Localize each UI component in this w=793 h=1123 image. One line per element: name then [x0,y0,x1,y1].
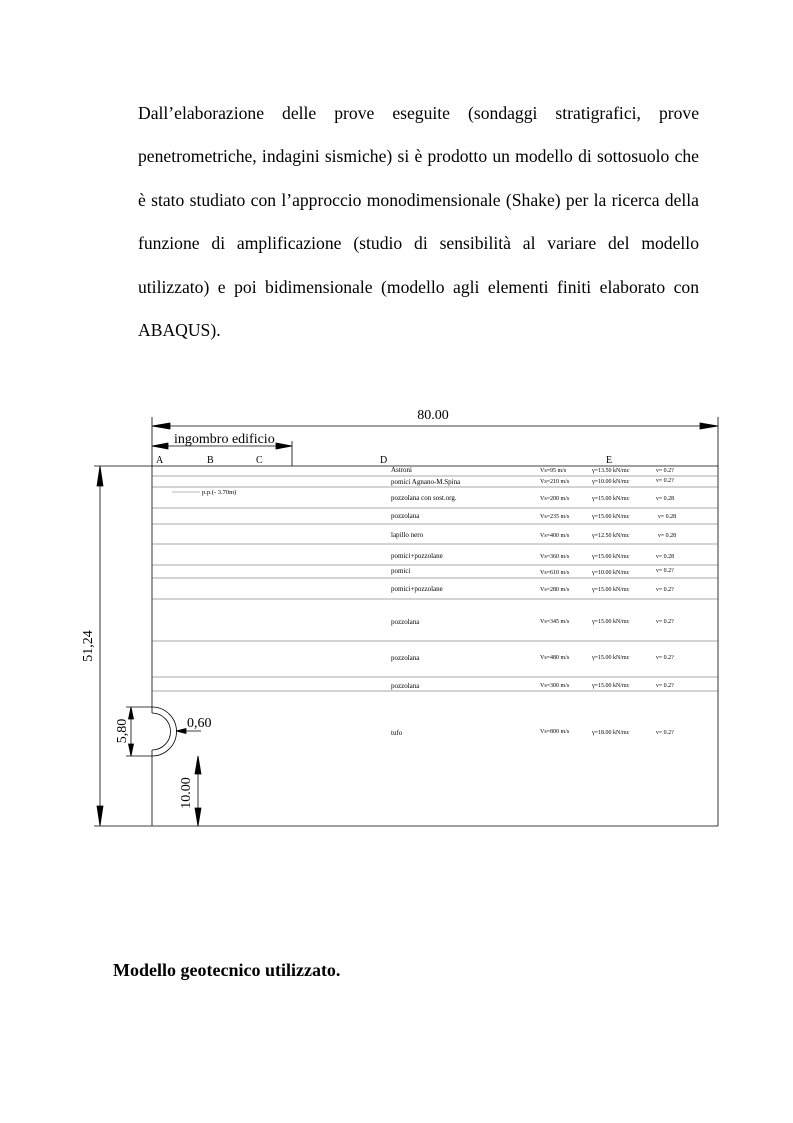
layer-row [391,552,674,560]
layer-name: pomici+pozzolane [391,552,443,560]
layer-vs: Vs=480 m/s [540,655,570,661]
layer-nu: ν= 0.2? [656,478,674,484]
layer-row [391,494,674,502]
layer-row [391,729,674,737]
building-label: ingombro edificio [174,432,275,447]
layer-vs: Vs=400 m/s [540,533,570,539]
column-label-e: E [606,455,613,466]
layer-name: Astroni [391,466,412,474]
layer-vs: Vs=300 m/s [540,683,570,689]
layer-name: pozzolana [391,682,420,690]
layer-nu: ν= 0.2? [656,468,674,474]
layer-name: tufo [391,729,403,737]
width-label: 80.00 [417,408,449,423]
layer-nu: ν= 0.2? [656,587,674,593]
cover-dimension [195,756,201,826]
layer-gamma: γ=15.00 kN/mc [592,514,630,520]
layer-vs: Vs=610 m/s [540,570,570,576]
layer-gamma: γ=12.50 kN/mc [592,533,630,539]
layer-gamma: γ=10.00 kN/mc [592,570,630,576]
layer-row [391,512,676,520]
layer-nu: ν= 0.28 [656,496,675,502]
layer-vs: Vs=200 m/s [540,496,570,502]
layer-gamma: γ=10.00 kN/mc [592,479,630,485]
height-label: 51,24 [81,630,96,662]
layer-gamma: γ=15.00 kN/mc [592,619,630,625]
layer-gamma: γ=15.00 kN/mc [592,655,630,661]
layer-nu: ν= 0.2? [656,655,674,661]
layer-vs: Vs=800 m/s [540,729,570,735]
column-label-b: B [207,455,214,466]
tunnel-height-label: 5,80 [115,718,130,744]
layer-name: pozzolana con sost.org. [391,494,457,502]
layer-row [391,682,674,690]
layer-row [391,585,674,593]
layer-row [391,567,674,576]
layer-vs: Vs=280 m/s [540,587,570,593]
layer-row [391,466,674,474]
layer-nu: ν= 0.2? [656,730,674,736]
layer-row [391,654,674,662]
column-label-c: C [256,455,263,466]
layer-vs: Vs=235 m/s [540,514,570,520]
column-label-a: A [156,455,164,466]
layer-name: pomici Agnano-M.Spina [391,478,461,486]
layer-gamma: γ=18.00 kN/mc [592,730,630,736]
layer-gamma: γ=15.00 kN/mc [592,587,630,593]
layer-nu: ν= 0.28 [656,554,675,560]
layer-nu: ν= 0.2? [656,683,674,689]
layer-gamma: γ=13.50 kN/mc [592,468,630,474]
layer-row [391,618,674,626]
layer-name: lapillo nero [391,531,424,539]
tunnel-thickness-label: 0,60 [187,716,212,731]
layer-name: pozzolana [391,654,420,662]
layer-name: pozzolana [391,512,420,520]
model-outline [152,466,718,826]
layer-row [391,531,676,539]
layer-nu: ν= 0.2? [656,568,674,574]
layer-nu: ν= 0.28 [658,514,677,520]
layer-gamma: γ=15.00 kN/mc [592,683,630,689]
layer-vs: Vs=95 m/s [540,468,567,474]
layer-vs: Vs=345 m/s [540,619,570,625]
figure-caption: Modello geotecnico utilizzato. [113,960,341,980]
column-label-d: D [380,455,388,466]
layer-name: pomici+pozzolane [391,585,443,593]
layer-boundaries [152,476,718,691]
layer-vs: Vs=210 m/s [540,479,570,485]
layer-row [391,478,674,486]
layer-nu: ν= 0.28 [658,533,677,539]
layer-vs: Vs=360 m/s [540,554,570,560]
tunnel-section [152,707,201,756]
layer-name: pozzolana [391,618,420,626]
layer-gamma: γ=15.00 kN/mc [592,554,630,560]
layer-nu: ν= 0.2? [656,619,674,625]
water-level-label: p.p.(- 3.70m) [202,489,237,496]
body-paragraph: Dall’elaborazione delle prove eseguite (sondaggi stratigrafici, prove penetrometriche, indagini sismiche) si è prodotto un modello di sottosuolo che è stato studiato con l’approccio monodimensionale (Shake) per la ricerca della funzione di amplificazione (studio di sensibilità al variare del modello utilizzato) e poi bidimensionale (modello agli elementi finiti elaborato con ABAQUS). [138,103,699,341]
layer-gamma: γ=15.00 kN/mc [592,496,630,502]
height-dimension [94,466,152,826]
cover-label: 10.00 [179,777,194,809]
layer-name: pomici [391,567,411,575]
